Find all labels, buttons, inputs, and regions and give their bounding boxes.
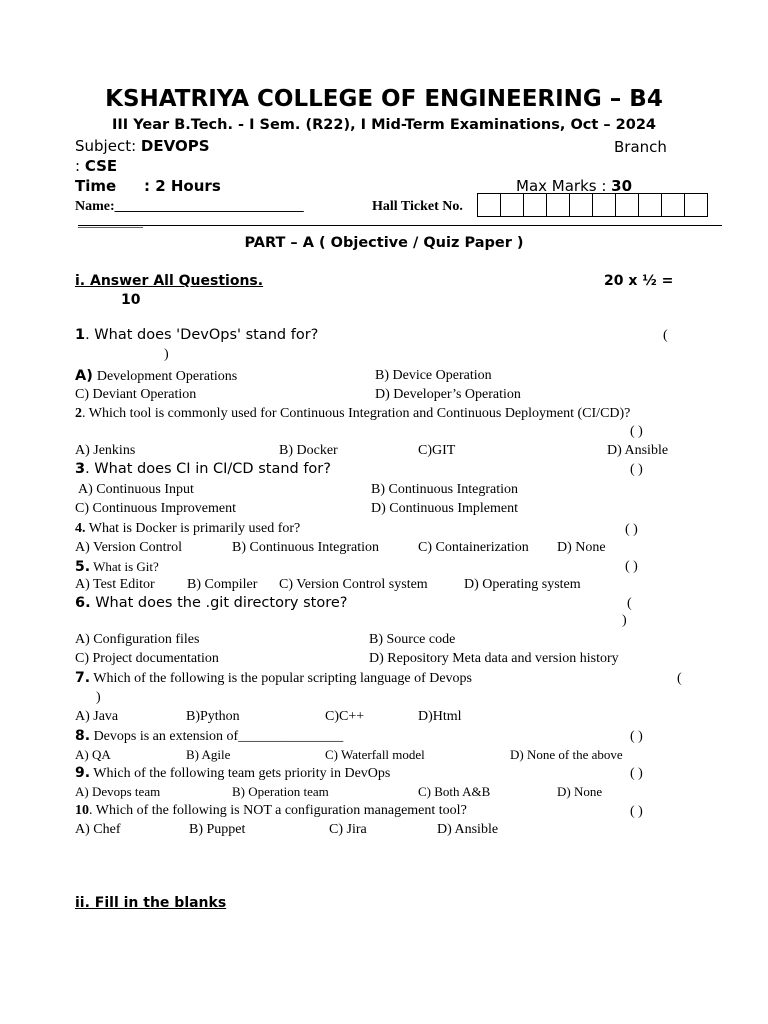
option-b[interactable]: B) Source code (369, 632, 456, 647)
question-number: 7. (75, 670, 91, 686)
option-c[interactable]: C) Project documentation (75, 651, 219, 666)
option-c[interactable]: C) Continuous Improvement (75, 501, 236, 516)
option-b[interactable]: B) Docker (279, 443, 338, 458)
question-text: Devops is an extension of_______________ (90, 729, 344, 744)
hall-ticket-box[interactable] (477, 193, 501, 217)
option-a[interactable]: A) Version Control (75, 540, 183, 555)
section-1-label: i. Answer All Questions. (75, 273, 264, 289)
option-b[interactable]: B) Agile (186, 747, 231, 762)
option-a[interactable]: A) Test Editor (75, 577, 155, 592)
option-c[interactable]: C)GIT (418, 443, 456, 458)
option-a[interactable]: A) Configuration files (75, 632, 200, 647)
answer-bracket[interactable]: ( ) (630, 462, 643, 477)
question-4 (75, 521, 300, 537)
time-label: Time (75, 177, 117, 195)
option-d[interactable]: D) Repository Meta data and version history (369, 651, 619, 666)
name-field[interactable]: Name:___________________________ (75, 199, 304, 214)
option-d[interactable]: D) Operating system (464, 577, 581, 592)
option-d[interactable]: D) None (557, 540, 606, 555)
hall-ticket-box[interactable] (546, 193, 570, 217)
question-text: . Which tool is commonly used for Continuous Integration and Continuous Deployment (CI/CD)? (82, 406, 631, 421)
question-text: What is Git? (90, 559, 159, 574)
answer-bracket[interactable]: ( ) (630, 424, 643, 439)
question-8 (75, 728, 343, 745)
question-number: 3 (75, 461, 86, 477)
section-2-label: ii. Fill in the blanks (75, 895, 227, 911)
time-value: : 2 Hours (144, 177, 221, 195)
question-10 (75, 803, 467, 819)
question-number: 9. (75, 765, 91, 781)
hall-ticket-box[interactable] (569, 193, 593, 217)
option-d[interactable]: D) None of the above (510, 747, 623, 762)
hall-ticket-box[interactable] (638, 193, 662, 217)
option-a[interactable]: A) Java (75, 709, 119, 724)
question-3 (75, 461, 331, 477)
hall-ticket-box[interactable] (592, 193, 616, 217)
hall-ticket-box[interactable] (523, 193, 547, 217)
question-text: Which of the following team gets priority in DevOps (90, 766, 391, 781)
question-7 (75, 670, 472, 687)
question-5 (75, 559, 159, 575)
option-d[interactable]: D)Html (418, 709, 462, 724)
option-c[interactable]: C) Deviant Operation (75, 387, 197, 402)
question-6 (75, 595, 347, 611)
option-b[interactable]: B) Compiler (187, 577, 258, 592)
answer-bracket[interactable]: ( ) (625, 559, 638, 574)
section-1-marks: 20 x ½ = (604, 273, 674, 289)
option-d[interactable]: D) Continuous Implement (371, 501, 518, 516)
option-b[interactable]: B) Puppet (189, 822, 246, 837)
option-a-prefix: A) (75, 368, 93, 384)
answer-bracket[interactable]: ( ) (630, 729, 643, 744)
option-a[interactable]: A) Jenkins (75, 443, 136, 458)
option-a[interactable] (75, 367, 237, 385)
college-title: KSHATRIYA COLLEGE OF ENGINEERING – B4 (105, 86, 663, 112)
name-underline-tail: __________ (78, 214, 143, 229)
option-b[interactable]: B)Python (186, 709, 240, 724)
hall-ticket-box[interactable] (500, 193, 524, 217)
section-1-marks-total: 10 (121, 292, 141, 308)
header-divider (78, 225, 722, 226)
question-number: 10 (75, 803, 89, 818)
option-d[interactable]: D) Developer’s Operation (375, 387, 521, 402)
answer-bracket-open[interactable]: ( (677, 671, 682, 686)
answer-bracket-open[interactable]: ( (663, 328, 668, 343)
max-marks-label: Max Marks : (516, 177, 612, 195)
branch-line (75, 157, 117, 175)
option-a-text: Development Operations (96, 369, 238, 384)
question-9 (75, 765, 390, 782)
option-a[interactable]: A) Devops team (75, 784, 161, 799)
branch-value: CSE (84, 157, 118, 175)
question-text: What is Docker is primarily used for? (85, 521, 301, 536)
subject-value: DEVOPS (140, 137, 210, 155)
hall-ticket-box[interactable] (661, 193, 685, 217)
question-1 (75, 327, 318, 343)
question-number: 5. (75, 559, 91, 575)
option-d[interactable]: D) Ansible (437, 822, 499, 837)
option-b[interactable]: B) Operation team (232, 784, 329, 799)
option-b[interactable]: B) Continuous Integration (371, 482, 518, 497)
answer-bracket-close[interactable]: ) (96, 690, 101, 705)
question-2 (75, 406, 630, 422)
question-text: . What does 'DevOps' stand for? (85, 327, 319, 343)
branch-prefix: : (75, 157, 85, 175)
max-marks-value: 30 (611, 177, 633, 195)
question-number: 2 (75, 406, 82, 421)
exam-line: III Year B.Tech. - I Sem. (R22), I Mid-Term Examinations, Oct – 2024 (111, 117, 657, 133)
question-text: What does the .git directory store? (90, 595, 348, 611)
option-d[interactable]: D) Ansible (607, 443, 669, 458)
option-c[interactable]: C) Jira (329, 822, 367, 837)
question-number: 6. (75, 595, 91, 611)
option-c[interactable]: C)C++ (325, 709, 365, 724)
hall-ticket-label: Hall Ticket No. (372, 199, 463, 214)
option-b[interactable]: B) Device Operation (375, 368, 492, 383)
hall-ticket-boxes[interactable] (478, 193, 708, 217)
option-d[interactable]: D) None (557, 784, 603, 799)
subject-line (75, 137, 210, 155)
answer-bracket-open[interactable]: ( (627, 596, 632, 611)
hall-ticket-box[interactable] (684, 193, 708, 217)
option-c[interactable]: C) Containerization (418, 540, 529, 555)
option-c[interactable]: C) Waterfall model (325, 747, 425, 762)
answer-bracket[interactable]: ( ) (630, 766, 643, 781)
question-number: 8. (75, 728, 91, 744)
option-a[interactable]: A) Continuous Input (78, 482, 194, 497)
hall-ticket-box[interactable] (615, 193, 639, 217)
question-text: . Which of the following is NOT a configuration management tool? (89, 803, 467, 818)
question-text: . What does CI in CI/CD stand for? (85, 461, 331, 477)
branch-label: Branch (614, 138, 667, 156)
option-c[interactable]: C) Version Control system (279, 577, 428, 592)
option-b[interactable]: B) Continuous Integration (232, 540, 379, 555)
question-text: Which of the following is the popular scripting language of Devops (90, 671, 472, 686)
part-a-title: PART – A ( Objective / Quiz Paper ) (244, 235, 524, 251)
option-a[interactable]: A) Chef (75, 822, 121, 837)
answer-bracket-close[interactable]: ) (164, 347, 169, 362)
answer-bracket[interactable]: ( ) (625, 522, 638, 537)
question-number: 4. (75, 521, 86, 536)
subject-label: Subject: (75, 137, 141, 155)
answer-bracket[interactable]: ( ) (630, 804, 643, 819)
option-c[interactable]: C) Both A&B (418, 784, 491, 799)
option-a[interactable]: A) QA (75, 747, 111, 762)
question-number: 1 (75, 327, 86, 343)
answer-bracket-close[interactable]: ) (622, 613, 627, 628)
